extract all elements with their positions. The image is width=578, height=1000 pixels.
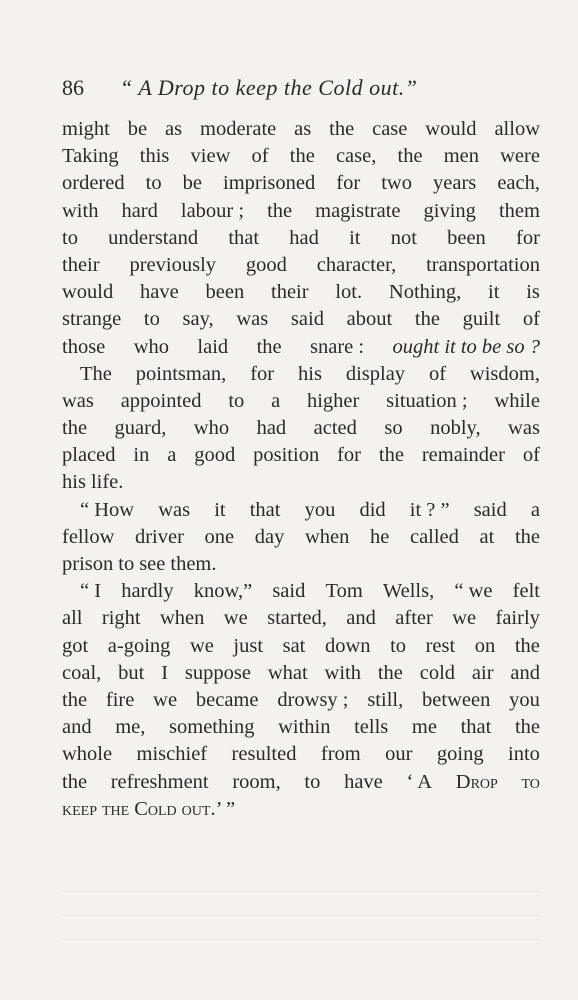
word: me, [115,716,146,739]
word: a [271,389,281,412]
word: into [508,743,540,766]
word: of [522,308,540,331]
body-text [62,116,540,823]
word: but [118,661,145,684]
text-line [62,334,540,361]
word: to [145,172,162,195]
word: the [62,417,88,440]
word: were [500,145,540,168]
word: Tom [325,580,363,603]
word: placed [62,444,116,467]
word: to [390,634,407,657]
word: driver [134,525,184,548]
word: rest [425,634,456,657]
word: with [324,661,361,684]
word: laid [197,335,229,358]
word: view [190,145,231,168]
word: so [384,417,403,440]
word: their [271,281,309,304]
word: was [158,498,191,521]
word: between [422,688,491,711]
word: previously [129,253,217,276]
word: we [153,688,178,711]
word: understand [108,226,199,249]
word: years [433,172,477,195]
word: for [336,172,361,195]
word: who [193,417,230,440]
word: mischief [136,743,208,766]
word: this [139,145,170,168]
word: hard [121,199,158,222]
word: after [395,607,433,630]
word: a [530,498,540,521]
word: fairly [495,607,540,630]
word: giving [423,199,476,222]
word: say, [182,308,214,331]
text-line [62,225,540,252]
word: have [344,770,383,793]
word: resulted [231,743,297,766]
word: that [228,226,260,249]
word: going [436,743,484,766]
text-line [62,116,540,143]
word: the [414,308,440,331]
word: character, [316,253,397,276]
word: when [304,525,350,548]
word: we [189,634,214,657]
word: the [514,716,540,739]
text-line [62,143,540,170]
word: the [62,770,88,793]
word: with [62,199,99,222]
word: Drop [455,770,498,793]
word: allow [494,118,540,140]
text-line [62,469,540,496]
word: the [289,145,315,168]
word: for [250,362,275,385]
word: you [509,688,540,711]
word: imprisoned [223,172,316,195]
word: about [346,308,393,331]
word: remainder [421,444,505,467]
word: refreshment [110,770,209,793]
text-line [62,442,540,469]
word: was [236,308,269,331]
word: in [133,444,150,467]
text-line [62,660,540,687]
word: down [324,634,371,657]
running-header [62,72,542,104]
word: to [143,308,160,331]
word: became [195,688,259,711]
word: lot. [335,281,363,304]
word: who [133,335,169,358]
word: as [294,118,312,140]
word: it [214,498,226,521]
word: that [460,716,492,739]
text-line [62,578,540,605]
word: Wells, [382,580,435,603]
word: situation ; [386,389,468,412]
word: labour ; [180,199,245,222]
word: The [80,362,112,385]
word: had [289,226,319,249]
word: our [385,743,413,766]
word: guard, [114,417,167,440]
word: ‘ A [406,770,433,793]
word: at [479,525,495,548]
word: Cold [134,797,177,820]
word: Nothing, [388,281,462,304]
word: while [494,389,540,412]
word: it [488,281,500,304]
text-line [62,497,540,524]
word: and [62,716,92,739]
word: called [409,525,459,548]
text-line [62,524,540,551]
word: moderate [200,118,277,140]
word: that [249,498,281,521]
word: those [62,335,106,358]
word: each, [497,172,540,195]
word: strange [62,308,122,331]
word: got [62,634,89,657]
word: when [160,607,205,630]
word: said [272,580,306,603]
word: might [62,118,110,140]
word: know,” [193,580,253,603]
word: it ? ” [409,498,450,521]
word: just [233,634,264,657]
word: Taking [62,145,119,168]
word: hardly [121,580,174,603]
word: did [359,498,386,521]
word: on [474,634,496,657]
word: I [161,661,169,684]
word: for [337,444,361,467]
word: guilt [462,308,501,331]
word: for [516,226,540,249]
word: been [205,281,245,304]
word: and [510,661,540,684]
word: was [62,389,94,412]
word: something [169,716,255,739]
word: we [223,607,248,630]
word: you [304,498,336,521]
word: the [514,525,540,548]
word: his [298,362,322,385]
word: the [377,661,403,684]
text-line [62,741,540,768]
word: the [378,444,404,467]
word: to [118,553,135,575]
word: be [182,172,202,195]
word: is [526,281,540,304]
word: fellow [62,525,115,548]
word: fire [105,688,135,711]
word: see [139,553,166,575]
word: a-going [107,634,171,657]
word: “ we [454,580,493,603]
word: transportation [426,253,540,276]
word: not [390,226,417,249]
word: good [245,253,287,276]
word: two [381,172,412,195]
word: good [194,444,236,467]
word: their [62,253,100,276]
word: as [165,118,183,140]
word: appointed [120,389,202,412]
word: them [498,199,540,222]
word: men [443,145,479,168]
word: and [346,607,376,630]
word: day [254,525,285,548]
word: said [473,498,507,521]
word: be [127,118,148,140]
text-line [62,551,540,578]
text-line [62,252,540,279]
text-line [62,198,540,225]
word: ordered [62,172,125,195]
word: was [508,417,540,440]
word: them. [170,553,217,575]
word: pointsman, [135,362,227,385]
word: the [62,688,88,711]
word: to [228,389,245,412]
word: air [471,661,494,684]
running-title: “ A Drop to keep the Cold out.” [120,75,418,100]
word: keep [62,797,97,820]
word: a [167,444,177,467]
word: would [62,281,114,304]
text-line [62,388,540,415]
word: the [514,634,540,657]
word: “ How [80,498,135,521]
word: coal, [62,661,102,684]
word: all [62,607,83,630]
word: been [447,226,486,249]
text-line [62,306,540,333]
text-line [62,769,540,796]
word: to [304,770,321,793]
word: to [62,226,78,249]
word: the [397,145,423,168]
word: cold [419,661,456,684]
show-through-texture [62,880,542,940]
word: sat [282,634,306,657]
text-line [62,361,540,388]
word: display [345,362,406,385]
word: started, [267,607,327,630]
text-line [62,415,540,442]
word: case, [335,145,377,168]
word: the [102,797,130,820]
word: the [267,199,293,222]
word: suppose [184,661,251,684]
word: have [140,281,179,304]
word: acted [313,417,357,440]
text-line [62,687,540,714]
word: said [290,308,324,331]
word: snare : [310,335,365,358]
word: to [521,770,540,793]
word: life. [90,471,124,494]
text-line [62,605,540,632]
word: of [428,362,447,385]
word: the [329,118,355,140]
word: “ I [80,580,102,603]
word: of [522,444,540,467]
word: what [267,661,308,684]
word: out.’ ” [181,797,236,820]
word: right [101,607,141,630]
word: within [278,716,331,739]
word: room, [232,770,281,793]
word: would [425,118,477,140]
text-line [62,796,540,823]
word: magistrate [315,199,401,222]
word: had [256,417,287,440]
word: drowsy ; [277,688,349,711]
word: tells [354,716,389,739]
text-line [62,170,540,197]
word: of [251,145,269,168]
text-line [62,714,540,741]
word: nobly, [430,417,481,440]
word: me [411,716,437,739]
word: one [204,525,235,548]
word: wisdom, [469,362,540,385]
word: whole [62,743,113,766]
word: the [256,335,282,358]
page-number: 86 [62,75,84,100]
text-line [62,633,540,660]
word: we [452,607,477,630]
word: from [320,743,361,766]
word: ought it to be so ? [392,335,540,358]
word: still, [367,688,404,711]
word: prison [62,553,114,575]
word: case [372,118,408,140]
word: his [62,471,86,494]
word: he [370,525,390,548]
text-line [62,279,540,306]
word: higher [306,389,360,412]
word: felt [512,580,540,603]
word: position [253,444,320,467]
word: it [349,226,361,249]
